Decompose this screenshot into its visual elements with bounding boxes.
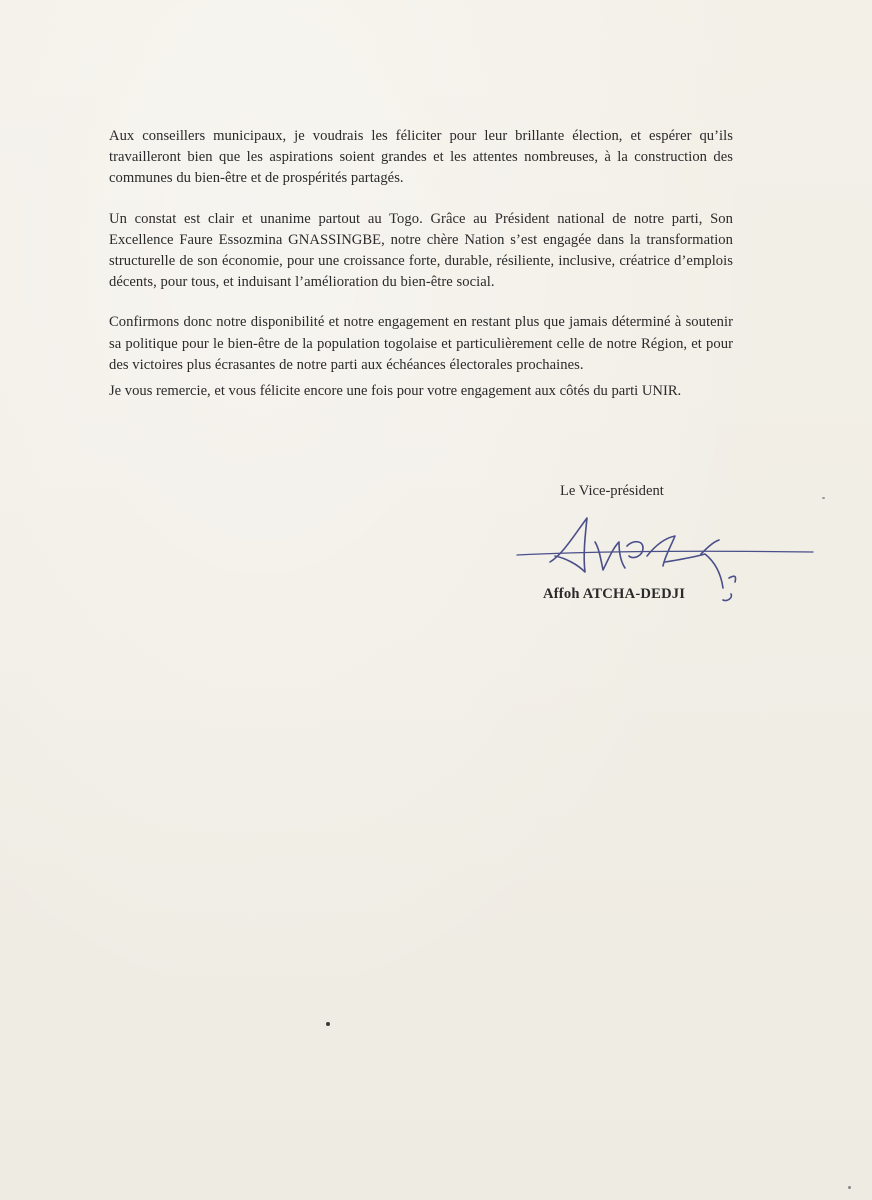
closing-line: Je vous remercie, et vous félicite encore une fois pour votre engagement aux côtés du parti UNIR.	[109, 383, 682, 399]
letter-body	[109, 126, 733, 395]
paper-speck	[822, 497, 825, 499]
paper-speck	[326, 1022, 330, 1026]
signer-name: Affoh ATCHA-DEDJI	[543, 586, 686, 602]
paper-speck	[848, 1186, 851, 1189]
signer-title: Le Vice-président	[560, 483, 664, 499]
paragraph-observation: Un constat est clair et unanime partout au Togo. Grâce au Président national de notre parti, Son Excellence Faure Essozmina GNASSINGBE, notre chère Nation s’est engagée dans la transformation structurelle de son économie, pour une croissance forte, durable, résiliente, inclusive, créatrice d’emplois décents, pour tous, et induisant l’amélioration du bien-être social.	[109, 210, 733, 291]
paragraph-councillors: Aux conseillers municipaux, je voudrais les féliciter pour leur brillante élection, et espérer qu’ils travailleront bien que les aspirations soient grandes et les attentes nombreuses, à la construction des communes du bien-être et de prospérités partagés.	[109, 128, 733, 187]
paragraph-commitment: Confirmons donc notre disponibilité et notre engagement en restant plus que jamais déterminé à soutenir sa politique pour le bien-être de la population togolaise et particulièrement celle de notre Région, et pour des victoires plus écrasantes de notre parti aux échéances électorales prochaines.	[109, 314, 733, 373]
